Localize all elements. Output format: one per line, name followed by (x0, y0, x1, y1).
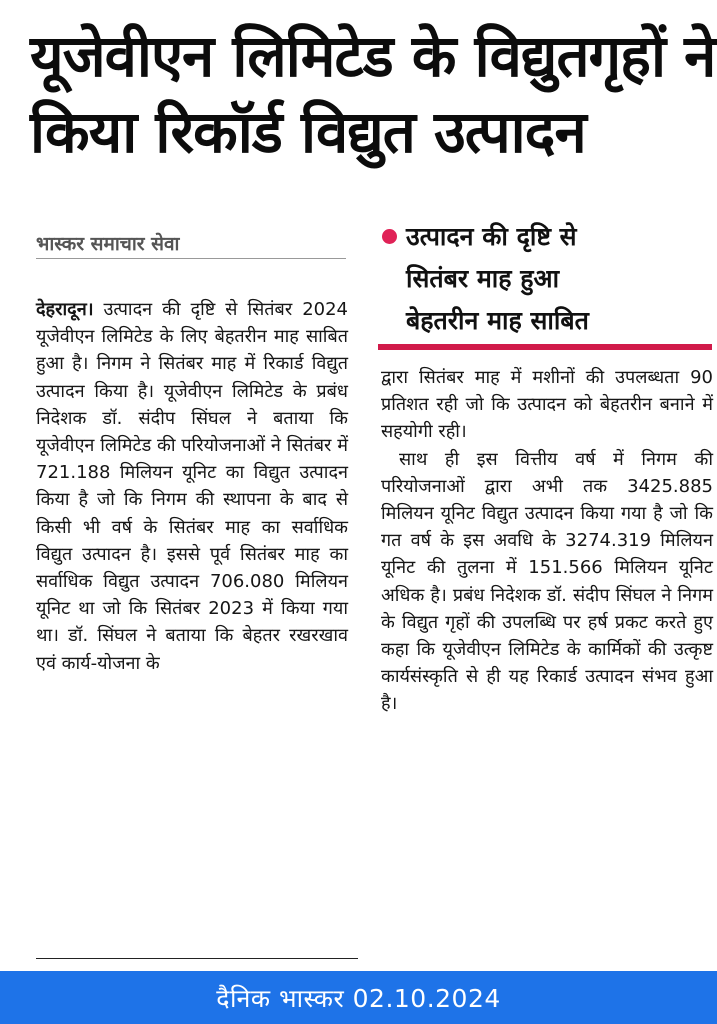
highlight-line-1: उत्पादन की दृष्टि से (406, 222, 577, 251)
highlight-box (378, 216, 714, 342)
article-column-right (381, 364, 713, 718)
highlight-divider (378, 344, 712, 350)
headline (30, 18, 716, 170)
highlight-line-2: सितंबर माह हुआ (406, 264, 560, 293)
bullet-dot-icon (382, 229, 397, 244)
news-agency-byline: भास्कर समाचार सेवा (36, 230, 346, 259)
article-left-body: उत्पादन की दृष्टि से सितंबर 2024 यूजेवीएन लिमिटेड के लिए बेहतरीन माह साबित हुआ है। निगम ने सितंबर माह में रिकार्ड विद्युत उत्पादन किया है। यूजेवीएन लिमिटेड के प्रबंध निदेशक डॉ. संदीप सिंघल ने बताया कि यूजेवीएन लिमिटेड की परियोजनाओं ने सितंबर में 721.188 मिलियन यूनिट का विद्युत उत्पादन किया है जो कि निगम की स्थापना के बाद से किसी भी वर्ष के सितंबर माह का सर्वाधिक विद्युत उत्पादन है। इससे पूर्व सितंबर माह का सर्वाधिक विद्युत उत्पादन 706.080 मिलियन यूनिट था जो कि सितंबर 2023 में किया गया था। डॉ. सिंघल ने बताया कि बेहतर रखरखाव एवं कार्य-योजना के (36, 299, 348, 674)
headline-line-1: यूजेवीएन लिमिटेड के विद्युतगृहों ने (30, 22, 716, 90)
headline-line-2: किया रिकॉर्ड विद्युत उत्पादन (30, 98, 586, 166)
column-divider (36, 958, 358, 959)
article-paragraph (36, 296, 348, 677)
article-column-left (36, 296, 348, 677)
dateline: देहरादून। (36, 299, 94, 320)
article-paragraph-2: साथ ही इस वित्तीय वर्ष में निगम की परियोजनाओं द्वारा अभी तक 3425.885 मिलियन यूनिट विद्युत उत्पादन किया गया है जो कि गत वर्ष के इस अवधि के 3274.319 मिलियन यूनिट की तुलना में 151.566 मिलियन यूनिट अधिक है। प्रबंध निदेशक डॉ. संदीप सिंघल ने निगम के विद्युत गृहों की उपलब्धि पर हर्ष प्रकट करते हुए कहा कि यूजेवीएन लिमिटेड के कार्मिकों की उत्कृष्ट कार्यसंस्कृति से ही यह रिकार्ड उत्पादन संभव हुआ है। (381, 448, 713, 715)
article-paragraph-continued: द्वारा सितंबर माह में मशीनों की उपलब्धता 90 प्रतिशत रही जो कि उत्पादन को बेहतरीन बनाने में सहयोगी रही। (381, 367, 713, 443)
newspaper-footer (0, 971, 717, 1024)
footer-source-date: दैनिक भास्कर 02.10.2024 (216, 983, 501, 1013)
highlight-line-3: बेहतरीन माह साबित (406, 306, 589, 335)
